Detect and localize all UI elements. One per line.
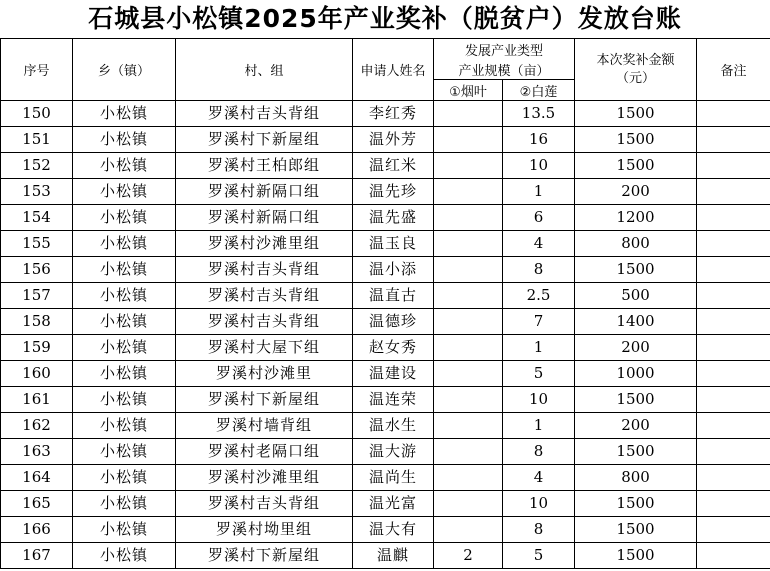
table-row <box>1 335 770 361</box>
row-township-cell: 小松镇 <box>73 153 176 179</box>
row-name-cell: 李红秀 <box>353 101 434 127</box>
row-note-cell <box>697 517 770 543</box>
row-tobacco-cell <box>434 127 503 153</box>
row-lotus-cell: 4 <box>503 231 575 257</box>
row-amount-cell: 1500 <box>575 153 697 179</box>
row-name-cell: 温建设 <box>353 361 434 387</box>
row-village-cell: 罗溪村新隔口组 <box>176 179 353 205</box>
row-township-cell: 小松镇 <box>73 387 176 413</box>
row-note-cell <box>697 413 770 439</box>
row-note-cell <box>697 465 770 491</box>
row-village-cell: 罗溪村吉头背组 <box>176 491 353 517</box>
table-row <box>1 179 770 205</box>
row-name-cell: 温外芳 <box>353 127 434 153</box>
header-industry-scale: 产业规模（亩） <box>434 60 575 80</box>
row-village-cell: 罗溪村下新屋组 <box>176 127 353 153</box>
row-village-cell: 罗溪村下新屋组 <box>176 543 353 569</box>
row-township-cell: 小松镇 <box>73 543 176 569</box>
row-amount-cell: 1500 <box>575 491 697 517</box>
row-amount-cell: 800 <box>575 231 697 257</box>
row-village-cell: 罗溪村坳里组 <box>176 517 353 543</box>
row-tobacco-cell: 2 <box>434 543 503 569</box>
table-row <box>1 491 770 517</box>
row-lotus-cell: 10 <box>503 387 575 413</box>
row-seq-cell: 164 <box>1 465 73 491</box>
row-village-cell: 罗溪村大屋下组 <box>176 335 353 361</box>
row-lotus-cell: 6 <box>503 205 575 231</box>
table-row <box>1 517 770 543</box>
table-row <box>1 257 770 283</box>
table-row <box>1 127 770 153</box>
table-row <box>1 283 770 309</box>
row-name-cell: 温直古 <box>353 283 434 309</box>
header-note: 备注 <box>697 39 770 101</box>
row-village-cell: 罗溪村老隔口组 <box>176 439 353 465</box>
row-lotus-cell: 16 <box>503 127 575 153</box>
row-note-cell <box>697 439 770 465</box>
row-seq-cell: 156 <box>1 257 73 283</box>
row-note-cell <box>697 153 770 179</box>
row-seq-cell: 160 <box>1 361 73 387</box>
table-row <box>1 387 770 413</box>
row-township-cell: 小松镇 <box>73 101 176 127</box>
row-tobacco-cell <box>434 257 503 283</box>
row-township-cell: 小松镇 <box>73 127 176 153</box>
header-village: 村、组 <box>176 39 353 101</box>
row-tobacco-cell <box>434 231 503 257</box>
row-amount-cell: 1500 <box>575 127 697 153</box>
row-note-cell <box>697 361 770 387</box>
row-lotus-cell: 5 <box>503 543 575 569</box>
row-note-cell <box>697 179 770 205</box>
header-applicant: 申请人姓名 <box>353 39 434 101</box>
row-township-cell: 小松镇 <box>73 491 176 517</box>
table-row <box>1 413 770 439</box>
row-lotus-cell: 10 <box>503 491 575 517</box>
row-tobacco-cell <box>434 153 503 179</box>
row-amount-cell: 200 <box>575 413 697 439</box>
table-row <box>1 309 770 335</box>
row-name-cell: 温玉良 <box>353 231 434 257</box>
row-village-cell: 罗溪村吉头背组 <box>176 257 353 283</box>
row-lotus-cell: 1 <box>503 179 575 205</box>
row-township-cell: 小松镇 <box>73 309 176 335</box>
row-name-cell: 温红米 <box>353 153 434 179</box>
row-seq-cell: 151 <box>1 127 73 153</box>
row-name-cell: 温水生 <box>353 413 434 439</box>
row-name-cell: 温光富 <box>353 491 434 517</box>
row-tobacco-cell <box>434 309 503 335</box>
row-village-cell: 罗溪村沙滩里 <box>176 361 353 387</box>
row-amount-cell: 1400 <box>575 309 697 335</box>
row-name-cell: 温大游 <box>353 439 434 465</box>
row-note-cell <box>697 283 770 309</box>
header-seq: 序号 <box>1 39 73 101</box>
row-note-cell <box>697 231 770 257</box>
table-row <box>1 543 770 569</box>
row-seq-cell: 163 <box>1 439 73 465</box>
row-name-cell: 赵女秀 <box>353 335 434 361</box>
row-name-cell: 温尚生 <box>353 465 434 491</box>
table-row <box>1 153 770 179</box>
row-note-cell <box>697 205 770 231</box>
row-tobacco-cell <box>434 387 503 413</box>
row-tobacco-cell <box>434 101 503 127</box>
row-note-cell <box>697 543 770 569</box>
row-tobacco-cell <box>434 205 503 231</box>
row-tobacco-cell <box>434 465 503 491</box>
table-header <box>1 39 770 101</box>
row-seq-cell: 167 <box>1 543 73 569</box>
row-name-cell: 温小添 <box>353 257 434 283</box>
row-village-cell: 罗溪村墙背组 <box>176 413 353 439</box>
row-note-cell <box>697 257 770 283</box>
row-tobacco-cell <box>434 491 503 517</box>
row-lotus-cell: 8 <box>503 439 575 465</box>
row-township-cell: 小松镇 <box>73 231 176 257</box>
row-village-cell: 罗溪村吉头背组 <box>176 283 353 309</box>
row-name-cell: 温德珍 <box>353 309 434 335</box>
row-amount-cell: 1200 <box>575 205 697 231</box>
row-village-cell: 罗溪村王柏郎组 <box>176 153 353 179</box>
row-amount-cell: 1500 <box>575 101 697 127</box>
row-amount-cell: 800 <box>575 465 697 491</box>
row-township-cell: 小松镇 <box>73 205 176 231</box>
table-row <box>1 439 770 465</box>
row-name-cell: 温先盛 <box>353 205 434 231</box>
row-seq-cell: 157 <box>1 283 73 309</box>
row-amount-cell: 1500 <box>575 257 697 283</box>
row-amount-cell: 1500 <box>575 517 697 543</box>
row-village-cell: 罗溪村新隔口组 <box>176 205 353 231</box>
row-village-cell: 罗溪村沙滩里组 <box>176 465 353 491</box>
row-note-cell <box>697 335 770 361</box>
row-tobacco-cell <box>434 361 503 387</box>
row-seq-cell: 150 <box>1 101 73 127</box>
row-lotus-cell: 10 <box>503 153 575 179</box>
row-township-cell: 小松镇 <box>73 439 176 465</box>
header-amount: 本次奖补金额（元） <box>575 39 697 101</box>
row-name-cell: 温大有 <box>353 517 434 543</box>
row-village-cell: 罗溪村吉头背组 <box>176 309 353 335</box>
table-row <box>1 361 770 387</box>
row-tobacco-cell <box>434 517 503 543</box>
row-lotus-cell: 8 <box>503 257 575 283</box>
table-row <box>1 465 770 491</box>
row-amount-cell: 1000 <box>575 361 697 387</box>
row-note-cell <box>697 101 770 127</box>
row-township-cell: 小松镇 <box>73 179 176 205</box>
row-seq-cell: 161 <box>1 387 73 413</box>
row-lotus-cell: 7 <box>503 309 575 335</box>
table-row <box>1 231 770 257</box>
row-tobacco-cell <box>434 439 503 465</box>
header-lotus: ②白莲 <box>503 80 575 101</box>
row-village-cell: 罗溪村沙滩里组 <box>176 231 353 257</box>
row-tobacco-cell <box>434 413 503 439</box>
row-note-cell <box>697 491 770 517</box>
header-industry-type: 发展产业类型 <box>434 39 575 61</box>
row-township-cell: 小松镇 <box>73 283 176 309</box>
row-village-cell: 罗溪村下新屋组 <box>176 387 353 413</box>
row-amount-cell: 1500 <box>575 439 697 465</box>
table-row <box>1 101 770 127</box>
row-seq-cell: 153 <box>1 179 73 205</box>
page-title: 石城县小松镇2025年产业奖补（脱贫户）发放台账 <box>88 4 682 33</box>
row-township-cell: 小松镇 <box>73 361 176 387</box>
table-row <box>1 205 770 231</box>
row-note-cell <box>697 127 770 153</box>
row-lotus-cell: 13.5 <box>503 101 575 127</box>
row-amount-cell: 200 <box>575 179 697 205</box>
row-tobacco-cell <box>434 179 503 205</box>
row-seq-cell: 159 <box>1 335 73 361</box>
row-tobacco-cell <box>434 283 503 309</box>
subsidy-ledger-table <box>0 38 770 569</box>
row-name-cell: 温麒 <box>353 543 434 569</box>
row-amount-cell: 1500 <box>575 387 697 413</box>
row-seq-cell: 152 <box>1 153 73 179</box>
header-tobacco: ①烟叶 <box>434 80 503 101</box>
row-township-cell: 小松镇 <box>73 257 176 283</box>
row-note-cell <box>697 387 770 413</box>
table-body <box>1 101 770 569</box>
row-amount-cell: 1500 <box>575 543 697 569</box>
row-lotus-cell: 5 <box>503 361 575 387</box>
row-lotus-cell: 8 <box>503 517 575 543</box>
row-note-cell <box>697 309 770 335</box>
row-lotus-cell: 1 <box>503 335 575 361</box>
row-township-cell: 小松镇 <box>73 335 176 361</box>
row-township-cell: 小松镇 <box>73 465 176 491</box>
row-village-cell: 罗溪村吉头背组 <box>176 101 353 127</box>
row-lotus-cell: 4 <box>503 465 575 491</box>
row-name-cell: 温先珍 <box>353 179 434 205</box>
row-amount-cell: 200 <box>575 335 697 361</box>
row-seq-cell: 155 <box>1 231 73 257</box>
header-township: 乡（镇） <box>73 39 176 101</box>
row-seq-cell: 158 <box>1 309 73 335</box>
row-name-cell: 温连荣 <box>353 387 434 413</box>
row-township-cell: 小松镇 <box>73 413 176 439</box>
row-tobacco-cell <box>434 335 503 361</box>
row-township-cell: 小松镇 <box>73 517 176 543</box>
row-lotus-cell: 1 <box>503 413 575 439</box>
row-seq-cell: 162 <box>1 413 73 439</box>
row-lotus-cell: 2.5 <box>503 283 575 309</box>
row-amount-cell: 500 <box>575 283 697 309</box>
row-seq-cell: 166 <box>1 517 73 543</box>
row-seq-cell: 165 <box>1 491 73 517</box>
row-seq-cell: 154 <box>1 205 73 231</box>
